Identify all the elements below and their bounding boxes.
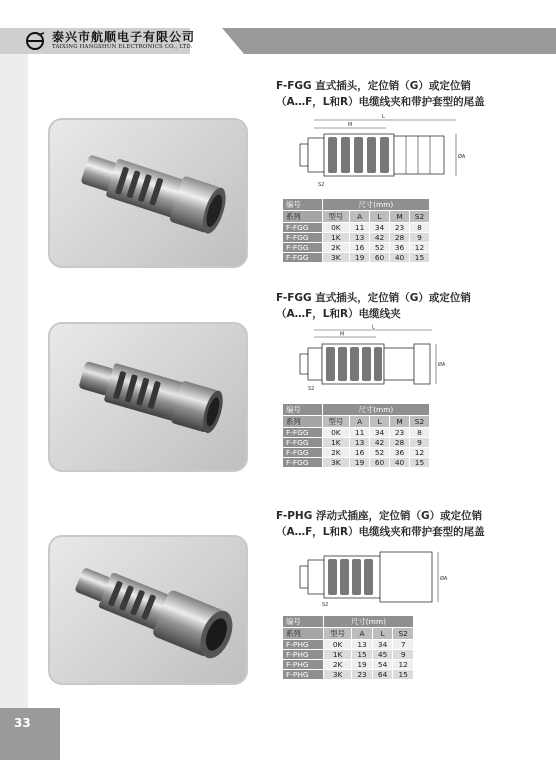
table-cell: 42: [370, 233, 390, 243]
table-row: [283, 650, 414, 660]
page-number: 33: [14, 716, 31, 730]
table-col-header: A: [352, 628, 373, 640]
table-cell: 64: [372, 670, 393, 680]
product-photo-fgg-sleeve: [48, 118, 248, 268]
table-row: [283, 428, 430, 438]
table-cell: 0K: [322, 428, 349, 438]
section-1-title-line2: （A…F，L和R）电缆线夹和带护套型的尾盖: [276, 96, 485, 108]
dim-label-a: ØA: [458, 154, 466, 160]
table-cell: 19: [350, 253, 370, 263]
table-dim-label: 尺寸(mm): [323, 616, 413, 628]
table-cell: F-PHG: [283, 660, 324, 670]
dim-label-s2: S2: [322, 602, 329, 608]
table-cell: 60: [370, 253, 390, 263]
table-cell: 19: [352, 660, 373, 670]
table-cell: 3K: [322, 253, 349, 263]
company-name-cn: 泰兴市航顺电子有限公司: [52, 30, 196, 44]
table-row: [283, 670, 414, 680]
connector-image: [50, 324, 248, 472]
table-group-label: 编号: [283, 199, 323, 211]
table-col-header: 系列: [283, 628, 324, 640]
spec-table-2: [282, 403, 430, 468]
table-cell: 1K: [322, 233, 349, 243]
table-cell: 15: [410, 253, 430, 263]
table-cell: 23: [390, 223, 410, 233]
table-cell: 9: [410, 438, 430, 448]
table-col-header: S2: [410, 416, 430, 428]
dim-label-s2: S2: [318, 182, 325, 188]
table-cell: F-FGG: [283, 438, 323, 448]
table-cell: 34: [370, 223, 390, 233]
table-col-header: M: [390, 416, 410, 428]
dim-label-a: ØA: [438, 362, 446, 368]
table-cell: 12: [410, 448, 430, 458]
connector-image: [50, 537, 248, 685]
section-2-title: [276, 290, 546, 322]
table-cell: 1K: [322, 438, 349, 448]
table-row: [283, 223, 430, 233]
table-col-header: A: [350, 211, 370, 223]
table-cell: 52: [370, 448, 390, 458]
dim-label-s2: S2: [308, 386, 315, 392]
table-cell: 19: [350, 458, 370, 468]
table-cell: 13: [350, 438, 370, 448]
table-cell: 0K: [323, 640, 351, 650]
table-row: [283, 438, 430, 448]
table-cell: F-FGG: [283, 448, 323, 458]
spec-table-3: [282, 615, 414, 680]
table-cell: 15: [410, 458, 430, 468]
table-cell: F-FGG: [283, 253, 323, 263]
dim-label-l: L: [372, 324, 375, 331]
table-cell: 23: [390, 428, 410, 438]
dim-label-m: M: [340, 331, 345, 338]
table-cell: 2K: [322, 448, 349, 458]
table-row: [283, 233, 430, 243]
header-band-right: [222, 28, 556, 54]
table-cell: F-FGG: [283, 223, 323, 233]
table-col-header: 型号: [322, 211, 349, 223]
table-col-header: M: [390, 211, 410, 223]
table-cell: 8: [410, 223, 430, 233]
table-cell: 13: [350, 233, 370, 243]
dimension-drawing-1: [296, 112, 476, 190]
table-cell: 12: [393, 660, 414, 670]
table-col-header: S2: [410, 211, 430, 223]
section-3-title: [276, 508, 546, 540]
table-cell: F-FGG: [283, 458, 323, 468]
table-cell: F-FGG: [283, 233, 323, 243]
table-cell: 2K: [323, 660, 351, 670]
table-row: [283, 253, 430, 263]
table-cell: 28: [390, 438, 410, 448]
table-dim-label: 尺寸(mm): [322, 199, 429, 211]
table-col-header: 系列: [283, 211, 323, 223]
table-cell: 60: [370, 458, 390, 468]
table-cell: 16: [350, 448, 370, 458]
table-cell: F-FGG: [283, 243, 323, 253]
table-col-header: L: [370, 211, 390, 223]
table-cell: 34: [372, 640, 393, 650]
table-cell: 34: [370, 428, 390, 438]
table-cell: 28: [390, 233, 410, 243]
table-col-header: L: [370, 416, 390, 428]
table-cell: 11: [350, 428, 370, 438]
dim-label-l: L: [382, 114, 385, 120]
table-col-header: 系列: [283, 416, 323, 428]
table-cell: F-PHG: [283, 670, 324, 680]
section-2-title-line2: （A…F，L和R）电缆线夹: [276, 308, 401, 320]
table-cell: 3K: [322, 458, 349, 468]
section-2-title-line1: F-FGG 直式插头，定位销（G）或定位销: [276, 292, 471, 304]
company-logo-icon: [24, 31, 46, 51]
dim-label-a: ØA: [440, 576, 448, 582]
table-cell: 7: [393, 640, 414, 650]
table-col-header: A: [350, 416, 370, 428]
table-cell: 36: [390, 448, 410, 458]
table-cell: 0K: [322, 223, 349, 233]
table-col-header: 型号: [323, 628, 351, 640]
table-group-label: 编号: [283, 404, 323, 416]
connector-image: [50, 120, 248, 268]
table-col-header: L: [372, 628, 393, 640]
product-photo-fgg-clamp: [48, 322, 248, 472]
table-cell: 23: [352, 670, 373, 680]
dim-label-m: M: [348, 122, 353, 128]
table-row: [283, 458, 430, 468]
dimension-drawing-2: [296, 324, 456, 394]
table-cell: F-PHG: [283, 640, 324, 650]
table-cell: 9: [410, 233, 430, 243]
table-row: [283, 243, 430, 253]
side-strip: [0, 54, 28, 760]
product-photo-phg: [48, 535, 248, 685]
company-name-en: TAIXING HANGSHUN ELECTRONICS CO., LTD.: [52, 44, 193, 50]
dimension-drawing-3: [296, 538, 456, 610]
table-dim-label: 尺寸(mm): [322, 404, 429, 416]
table-cell: 45: [372, 650, 393, 660]
table-cell: 52: [370, 243, 390, 253]
table-row: [283, 640, 414, 650]
table-col-header: S2: [393, 628, 414, 640]
table-cell: F-FGG: [283, 428, 323, 438]
table-cell: 8: [410, 428, 430, 438]
table-cell: 9: [393, 650, 414, 660]
table-cell: 2K: [322, 243, 349, 253]
section-3-title-line1: F-PHG 浮动式插座，定位销（G）或定位销: [276, 510, 483, 522]
table-cell: 40: [390, 458, 410, 468]
table-cell: 15: [393, 670, 414, 680]
table-cell: 12: [410, 243, 430, 253]
table-cell: 11: [350, 223, 370, 233]
table-cell: 16: [350, 243, 370, 253]
table-cell: 13: [352, 640, 373, 650]
section-1-title: [276, 78, 546, 110]
table-row: [283, 448, 430, 458]
table-cell: 54: [372, 660, 393, 670]
section-1-title-line1: F-FGG 直式插头，定位销（G）或定位销: [276, 80, 471, 92]
table-cell: 40: [390, 253, 410, 263]
table-cell: F-PHG: [283, 650, 324, 660]
table-cell: 42: [370, 438, 390, 448]
company-logo: [24, 28, 214, 54]
section-3-title-line2: （A…F，L和R）电缆线夹和带护套型的尾盖: [276, 526, 485, 538]
table-group-label: 编号: [283, 616, 324, 628]
table-cell: 36: [390, 243, 410, 253]
table-row: [283, 660, 414, 670]
table-cell: 3K: [323, 670, 351, 680]
table-cell: 1K: [323, 650, 351, 660]
table-col-header: 型号: [322, 416, 349, 428]
spec-table-1: [282, 198, 430, 263]
table-cell: 15: [352, 650, 373, 660]
